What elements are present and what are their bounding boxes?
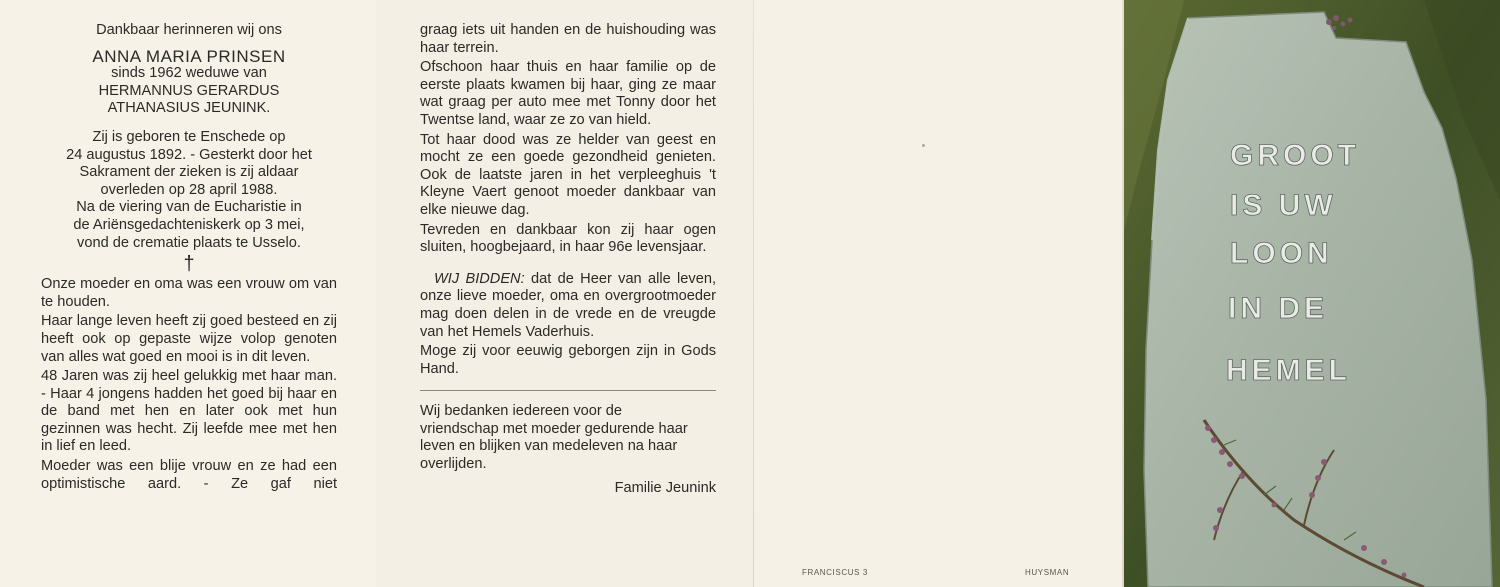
life-line: Na de viering van de Eucharistie in: [76, 199, 302, 216]
panel-middle-text: [420, 22, 716, 497]
panel-left-text: [41, 22, 337, 495]
life-line: Sakrament der zieken is zij aldaar: [79, 164, 299, 181]
inscription-line: IN DE: [1228, 292, 1329, 325]
life-line: de Ariënsgedachteniskerk op 3 mei,: [73, 216, 305, 233]
signature: Familie Jeunink: [614, 479, 716, 496]
husband-name-line-1: HERMANNUS GERARDUS: [98, 82, 280, 99]
printer-series: FRANCISCUS 3: [802, 568, 868, 577]
prayer-label: WIJ BIDDEN:: [434, 270, 525, 287]
intro-line: Dankbaar herinneren wij ons: [96, 22, 282, 38]
widow-line: sinds 1962 weduwe van: [111, 65, 267, 82]
inscription-line: HEMEL: [1226, 354, 1351, 387]
prayer-text: dat de Heer van alle leven, onze lieve moeder, oma en overgrootmoeder mag doen delen in de vrede en de vreugde van het Hemels Vaderhuis.: [420, 270, 716, 340]
tribute-paragraph: Onze moeder en oma was een vrouw om van te houden.: [41, 276, 337, 310]
card-panel-blank: [754, 0, 1124, 587]
prayer-paragraph: [420, 271, 716, 341]
tribute-paragraph: Ofschoon haar thuis en haar familie op de eerste plaats kwamen bij haar, ging ze maar wat graag per auto mee met Tonny door het Twentse land, waar ze zo van hield.: [420, 59, 716, 128]
divider: [420, 390, 716, 391]
tribute-paragraph: Haar lange leven heeft zij goed besteed en zij heeft ook op gepaste wijze volop genoten van alles wat goed en mooi is in dit leven.: [41, 313, 337, 365]
printer-name: HUYSMAN: [1025, 568, 1070, 577]
tribute-paragraph: 48 Jaren was zij heel gelukkig met haar man. - Haar 4 jongens hadden het goed bij haar en de band met hen en later ook met hun gezinnen was hecht. Zij leefde mee met hen in lief en leed.: [41, 368, 337, 455]
cross-symbol: †: [183, 253, 195, 276]
life-line: Zij is geboren te Enschede op: [92, 128, 286, 145]
tribute-paragraph: Moeder was een blije vrouw en ze had een optimistische aard. - Ze gaf niet: [41, 458, 337, 492]
life-line: overleden op 28 april 1988.: [100, 181, 278, 198]
deceased-name: ANNA MARIA PRINSEN: [92, 46, 286, 66]
life-line: 24 augustus 1892. - Gesterkt door het: [66, 146, 312, 163]
inscription-line: LOON: [1230, 237, 1333, 270]
tribute-paragraph: Tevreden en dankbaar kon zij haar ogen sluiten, hoogbejaard, in haar 96e levensjaar.: [420, 221, 716, 256]
tribute-paragraph: graag iets uit handen en de huishouding was haar terrein.: [420, 22, 716, 56]
husband-name-line-2: ATHANASIUS JEUNINK.: [107, 100, 271, 117]
paper-speck: [922, 144, 925, 147]
tribute-paragraph: Tot haar dood was ze helder van geest en mocht ze een goede gezondheid genieten. Ook de laatste jaren in het verpleeghuis 't Kleyne Vaert genoot moeder dankbaar van elke nieuwe dag.: [420, 131, 716, 218]
thanks-paragraph: Wij bedanken iedereen voor de vriendschap met moeder gedurende haar leven en blijken van medeleven na haar overlijden.: [420, 403, 688, 473]
inscription-line: GROOT: [1230, 139, 1360, 172]
inscription-line: IS UW: [1230, 189, 1337, 222]
life-line: vond de crematie plaats te Usselo.: [77, 234, 301, 251]
card-panel-photo: [1124, 0, 1500, 587]
closing-line: Moge zij voor eeuwig geborgen zijn in Gods Hand.: [420, 343, 716, 377]
memorial-stone-photo: [1124, 0, 1500, 587]
